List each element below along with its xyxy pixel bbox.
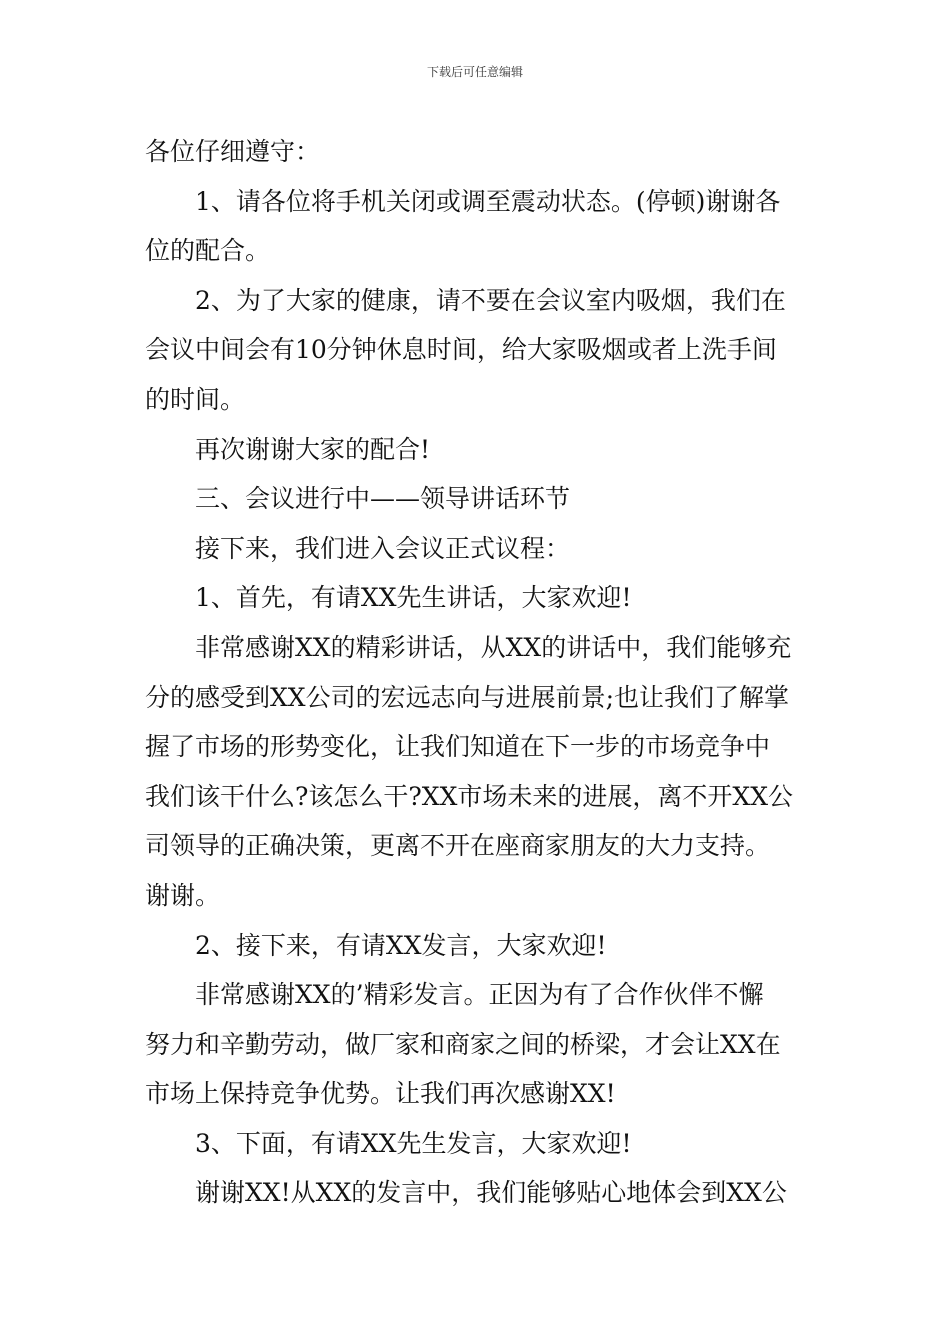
text-line: 谢谢。: [145, 880, 221, 910]
text-line: 位的配合。: [145, 236, 271, 266]
page-header-note: 下载后可任意编辑: [426, 65, 523, 79]
text-line: 分的感受到XX公司的宏远志向与进展前景;也让我们了解掌: [145, 682, 790, 712]
text-line: 非常感谢XX的精彩讲话，从XX的讲话中，我们能够充: [195, 632, 792, 662]
text-line: 会议中间会有10分钟休息时间，给大家吸烟或者上洗手间: [145, 335, 777, 365]
text-line: 各位仔细遵守：: [145, 137, 321, 166]
text-line: 努力和辛勤劳动，做厂家和商家之间的桥梁，才会让XX在: [145, 1029, 781, 1059]
text-line: 谢谢XX!从XX的发言中，我们能够贴心地体会到XX公: [195, 1178, 787, 1208]
text-line: 的时间。: [145, 384, 246, 414]
text-line: 1、首先，有请XX先生讲话，大家欢迎!: [195, 583, 632, 613]
text-line: 再次谢谢大家的配合!: [195, 434, 431, 464]
text-line: 接下来，我们进入会议正式议程：: [195, 533, 571, 563]
text-line: 2、为了大家的健康，请不要在会议室内吸烟，我们在: [195, 285, 786, 315]
text-line: 3、下面，有请XX先生发言，大家欢迎!: [195, 1128, 632, 1158]
text-line: 握了市场的形势变化，让我们知道在下一步的市场竞争中: [145, 732, 771, 762]
text-line: 我们该干什么?该怎么干?XX市场未来的进展，离不开XX公: [145, 781, 794, 811]
text-line: 市场上保持竞争优势。让我们再次感谢XX!: [145, 1079, 616, 1109]
text-line: 1、请各位将手机关闭或调至震动状态。(停顿)谢谢各: [195, 186, 781, 216]
text-line: 2、接下来，有请XX发言，大家欢迎!: [195, 930, 607, 960]
document-body: [145, 127, 809, 1218]
text-line: 司领导的正确决策，更离不开在座商家朋友的大力支持。: [145, 831, 771, 861]
section-heading: 三、会议进行中——领导讲话环节: [195, 484, 571, 514]
text-line: 非常感谢XX的’精彩发言。正因为有了合作伙伴不懈: [195, 980, 764, 1010]
